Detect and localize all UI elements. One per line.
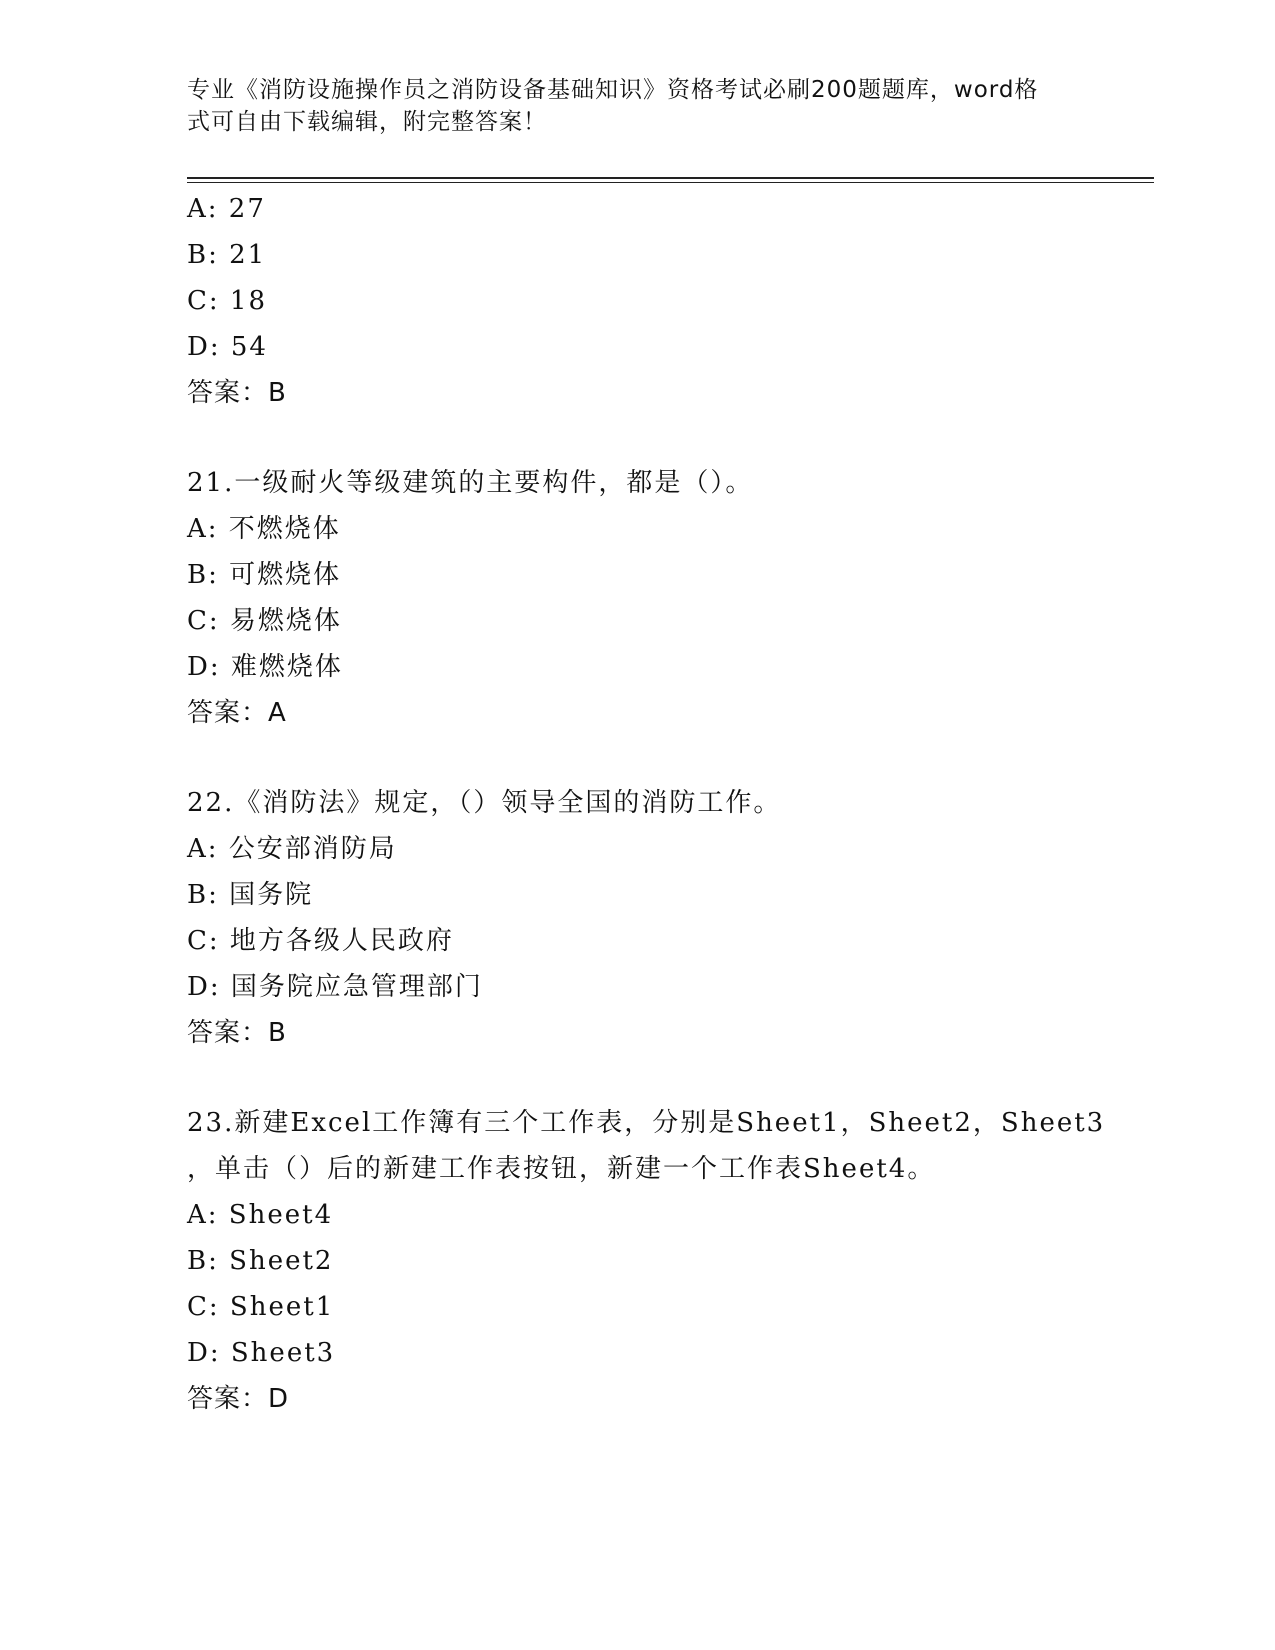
option-a: A: 不燃烧体: [187, 514, 341, 544]
option-a: A: 27: [187, 194, 266, 224]
header-rule-thick: [187, 177, 1154, 179]
question-22: [187, 780, 1147, 1056]
option-d: D: Sheet3: [187, 1338, 336, 1368]
document-header: [187, 74, 1067, 138]
option-c: C: 易燃烧体: [187, 606, 342, 636]
answer: 答案：B: [187, 1018, 287, 1048]
option-b: B: 国务院: [187, 880, 314, 910]
question-list: [187, 186, 1147, 1422]
question-text-line-2: ，单击（）后的新建工作表按钮，新建一个工作表Sheet4。: [187, 1154, 936, 1184]
option-b: B: Sheet2: [187, 1246, 334, 1276]
header-rule-thin: [187, 182, 1154, 183]
spacer: [187, 736, 1147, 780]
header-title-line-2: 式可自由下载编辑，附完整答案！: [187, 109, 547, 135]
option-b: B: 可燃烧体: [187, 560, 342, 590]
question-20: [187, 186, 1147, 416]
option-a: A: Sheet4: [187, 1200, 334, 1230]
option-c: C: 18: [187, 286, 268, 316]
spacer: [187, 416, 1147, 460]
question-text: 22.《消防法》规定，（）领导全国的消防工作。: [187, 788, 782, 818]
spacer: [187, 1056, 1147, 1100]
header-title-line-1: 专业《消防设施操作员之消防设备基础知识》资格考试必刷200题题库，word格: [187, 77, 1039, 103]
option-d: D: 54: [187, 332, 268, 362]
answer: 答案：D: [187, 1384, 290, 1414]
option-c: C: Sheet1: [187, 1292, 335, 1322]
option-b: B: 21: [187, 240, 267, 270]
question-23: [187, 1100, 1147, 1422]
question-text: 21.一级耐火等级建筑的主要构件，都是（）。: [187, 468, 754, 498]
option-c: C: 地方各级人民政府: [187, 926, 454, 956]
question-text-line-1: 23.新建Excel工作簿有三个工作表，分别是Sheet1，Sheet2，Sheet3: [187, 1108, 1106, 1138]
question-21: [187, 460, 1147, 736]
answer: 答案：A: [187, 698, 287, 728]
option-d: D: 国务院应急管理部门: [187, 972, 483, 1002]
option-a: A: 公安部消防局: [187, 834, 397, 864]
answer: 答案：B: [187, 378, 287, 408]
option-d: D: 难燃烧体: [187, 652, 343, 682]
